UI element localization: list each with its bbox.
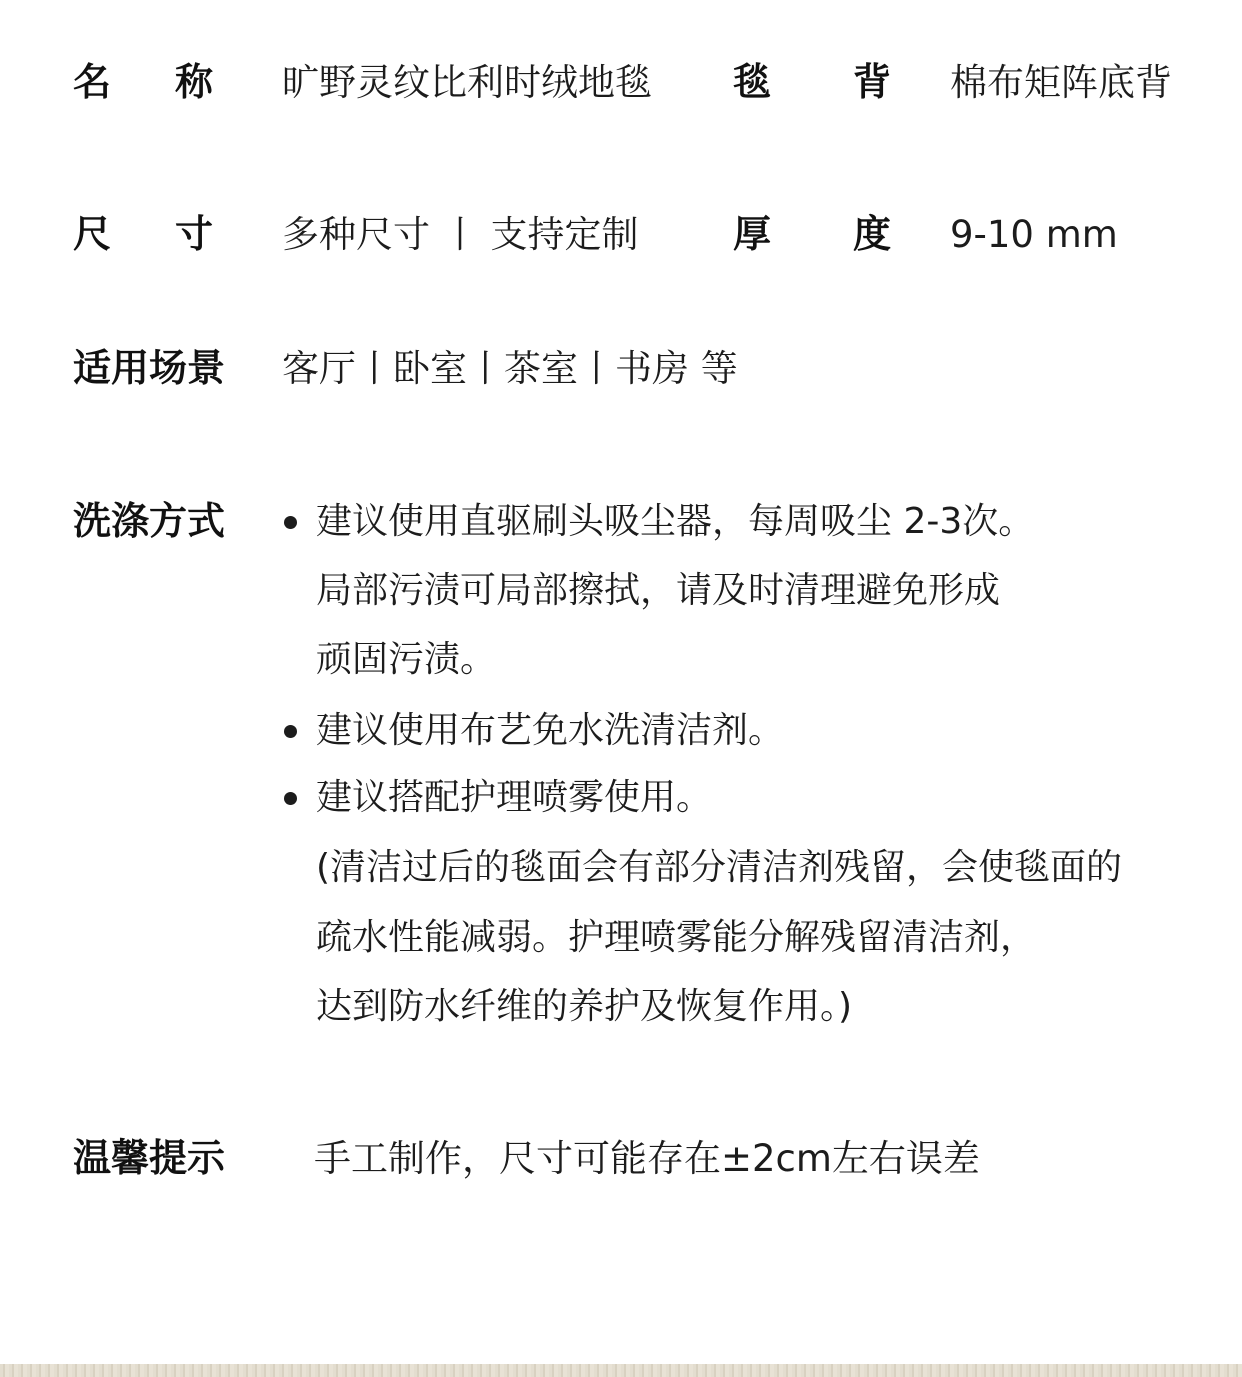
washing-bullet-1-line-1: 建议使用直驱刷头吸尘器，每周吸尘 2-3次。 (316, 501, 1035, 542)
washing-bullet-3-line-4: 达到防水纤维的养护及恢复作用。) (316, 986, 853, 1027)
name-label-char-2: 称 (174, 60, 213, 104)
thickness-label (733, 211, 891, 257)
backing-label-char-2: 背 (852, 60, 891, 104)
size-value: 多种尺寸 丨 支持定制 (282, 213, 639, 256)
bullet-dot-icon (284, 792, 297, 805)
tip-label: 温馨提示 (73, 1136, 226, 1180)
washing-bullet-1-line-3: 顽固污渍。 (316, 639, 497, 680)
washing-bullet-3-line-1: 建议搭配护理喷雾使用。 (316, 777, 713, 818)
backing-label-char-1: 毯 (733, 60, 772, 104)
thickness-value: 9-10 mm (950, 213, 1118, 256)
backing-value: 棉布矩阵底背 (950, 61, 1172, 104)
backing-label (733, 59, 891, 105)
washing-bullet-3-line-2: (清洁过后的毯面会有部分清洁剂残留，会使毯面的 (316, 847, 1123, 888)
thickness-label-char-1: 厚 (733, 212, 772, 256)
bullet-dot-icon (284, 725, 297, 738)
scenes-label: 适用场景 (73, 346, 226, 390)
size-label (73, 211, 213, 257)
name-label (73, 59, 213, 105)
washing-bullet-1-line-2: 局部污渍可局部擦拭，请及时清理避免形成 (316, 570, 1001, 611)
name-value: 旷野灵纹比利时绒地毯 (282, 61, 652, 104)
washing-bullet-2-line-1: 建议使用布艺免水洗清洁剂。 (316, 710, 785, 751)
scenes-value: 客厅丨卧室丨茶室丨书房 等 (282, 347, 738, 390)
washing-bullet-3-line-3: 疏水性能减弱。护理喷雾能分解残留清洁剂， (316, 917, 1037, 958)
washing-label: 洗涤方式 (73, 499, 226, 543)
size-label-char-1: 尺 (73, 212, 112, 256)
bottom-texture-strip (0, 1364, 1242, 1377)
thickness-label-char-2: 度 (852, 212, 891, 256)
size-label-char-2: 寸 (174, 212, 213, 256)
bullet-dot-icon (284, 516, 297, 529)
tip-value: 手工制作，尺寸可能存在±2cm左右误差 (314, 1137, 980, 1180)
name-label-char-1: 名 (73, 60, 112, 104)
